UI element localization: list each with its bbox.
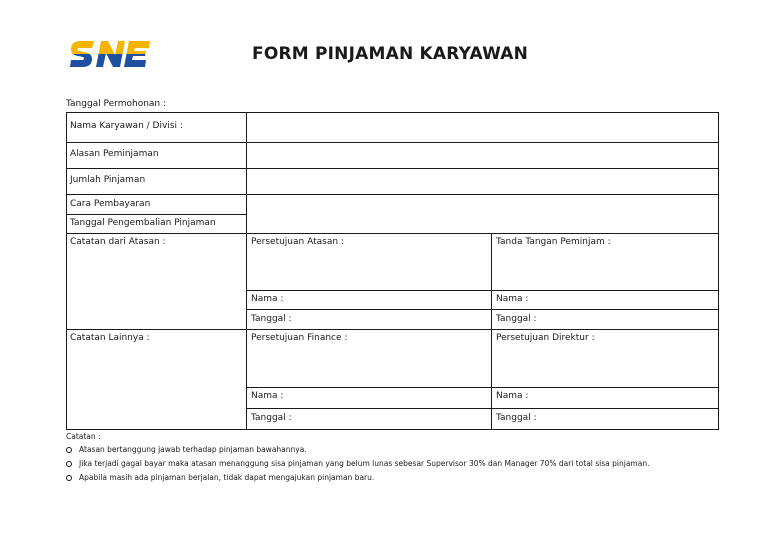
loan-form-table — [66, 112, 719, 430]
supervisor-notes-label: Catatan dari Atasan : — [70, 237, 166, 247]
loan-amount-field[interactable] — [247, 169, 718, 194]
borrower-name-label: Nama : — [496, 294, 529, 304]
row-divider — [246, 290, 719, 291]
notes-item-text: Apabila masih ada pinjaman berjalan, tidak dapat mengajukan pinjaman baru. — [79, 473, 375, 482]
row-divider — [246, 387, 719, 388]
notes-item — [66, 473, 649, 487]
table-border-left — [66, 112, 67, 430]
director-date-label: Tanggal : — [496, 413, 537, 423]
payment-method-label: Cara Pembayaran — [70, 199, 151, 209]
bullet-circle-icon — [66, 461, 72, 467]
supervisor-date-label: Tanggal : — [251, 314, 292, 324]
return-date-label: Tanggal Pengembalian Pinjaman — [70, 218, 216, 228]
employee-name-field[interactable] — [247, 113, 718, 142]
finance-approval-label: Persetujuan Finance : — [251, 333, 348, 343]
notes-list — [66, 445, 649, 487]
table-border-bottom — [66, 429, 719, 430]
director-approval-label: Persetujuan Direktur : — [496, 333, 595, 343]
other-notes-label: Catatan Lainnya : — [70, 333, 150, 343]
notes-item — [66, 445, 649, 459]
employee-name-label: Nama Karyawan / Divisi : — [70, 121, 183, 131]
borrower-date-label: Tanggal : — [496, 314, 537, 324]
table-border-right — [718, 112, 719, 430]
row-divider — [246, 408, 719, 409]
loan-amount-label: Jumlah Pinjaman — [70, 175, 146, 185]
request-date-label: Tanggal Permohonan : — [66, 99, 167, 109]
supervisor-name-label: Nama : — [251, 294, 284, 304]
row-divider — [246, 309, 719, 310]
bullet-circle-icon — [66, 447, 72, 453]
form-title: FORM PINJAMAN KARYAWAN — [252, 44, 529, 64]
director-name-label: Nama : — [496, 391, 529, 401]
notes-item — [66, 459, 649, 473]
supervisor-approval-label: Persetujuan Atasan : — [251, 237, 344, 247]
loan-reason-field[interactable] — [247, 143, 718, 168]
finance-date-label: Tanggal : — [251, 413, 292, 423]
notes-section — [66, 432, 649, 487]
notes-heading: Catatan : — [66, 432, 101, 441]
row-divider — [66, 329, 719, 330]
borrower-signature-label: Tanda Tangan Peminjam : — [496, 237, 611, 247]
company-logo — [66, 37, 150, 71]
bullet-circle-icon — [66, 475, 72, 481]
finance-name-label: Nama : — [251, 391, 284, 401]
loan-reason-label: Alasan Peminjaman — [70, 149, 159, 159]
notes-item-text: Jika terjadi gagal bayar maka atasan menanggung sisa pinjaman yang belum lunas sebesar Supervisor 30% dan Manager 70% dari total sisa pinjaman. — [79, 459, 650, 468]
payment-and-return-field[interactable] — [247, 195, 718, 233]
notes-item-text: Atasan bertanggung jawab terhadap pinjaman bawahannya. — [79, 445, 307, 454]
